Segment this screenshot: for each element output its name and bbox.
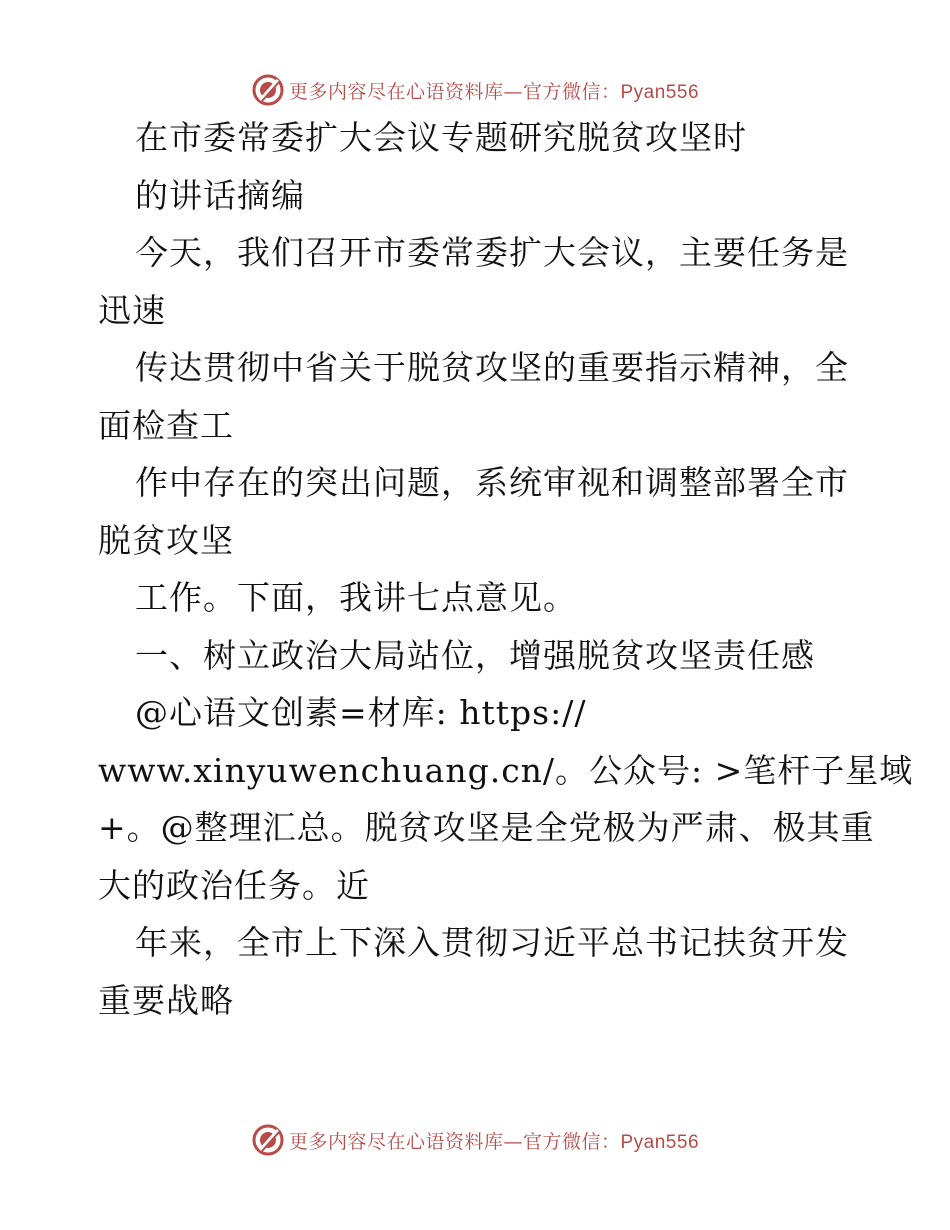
document-line: www.xinyuwenchuang.cn/。公众号: >笔杆子星域 bbox=[98, 750, 914, 790]
document-line: 脱贫攻坚 bbox=[98, 520, 234, 560]
document-line: 重要战略 bbox=[98, 980, 234, 1020]
banner-wechat-label: 官方微信： bbox=[522, 80, 621, 103]
document-line: 在市委常委扩大会议专题研究脱贫攻坚时 bbox=[135, 118, 747, 157]
document-line: @心语文创素=材库: https:// bbox=[135, 693, 587, 732]
document-line: 工作。下面，我讲七点意见。 bbox=[135, 578, 577, 617]
brand-logo-icon bbox=[251, 73, 285, 107]
banner-wechat-id: Pyan556 bbox=[620, 1131, 700, 1153]
document-line: 传达贯彻中省关于脱贫攻坚的重要指示精神，全 bbox=[135, 348, 849, 387]
document-line: 面检查工 bbox=[98, 405, 234, 445]
document-line: 一、树立政治大局站位，增强脱贫攻坚责任感 bbox=[135, 635, 815, 675]
banner-wechat-id: Pyan556 bbox=[620, 81, 700, 103]
banner-text-group bbox=[289, 1127, 699, 1154]
document-line: 今天，我们召开市委常委扩大会议，主要任务是 bbox=[135, 233, 849, 272]
document-line: 迅速 bbox=[98, 290, 166, 330]
document-line: 年来，全市上下深入贯彻习近平总书记扶贫开发 bbox=[135, 923, 849, 962]
banner-separator: — bbox=[503, 1130, 523, 1153]
header-watermark-banner bbox=[0, 70, 950, 110]
banner-text-group bbox=[289, 77, 699, 104]
document-line: 的讲话摘编 bbox=[135, 175, 305, 215]
banner-wechat-label: 官方微信： bbox=[522, 1130, 621, 1153]
document-line: +。@整理汇总。脱贫攻坚是全党极为严肃、极其重 bbox=[98, 808, 875, 847]
footer-watermark-banner bbox=[0, 1120, 950, 1160]
document-line: 作中存在的突出问题，系统审视和调整部署全市 bbox=[135, 463, 849, 502]
banner-text: 更多内容尽在心语资料库 bbox=[288, 80, 504, 103]
document-line: 大的政治任务。近 bbox=[98, 865, 370, 905]
brand-logo-icon bbox=[251, 1123, 285, 1157]
banner-separator: — bbox=[503, 80, 523, 103]
banner-text: 更多内容尽在心语资料库 bbox=[288, 1130, 504, 1153]
